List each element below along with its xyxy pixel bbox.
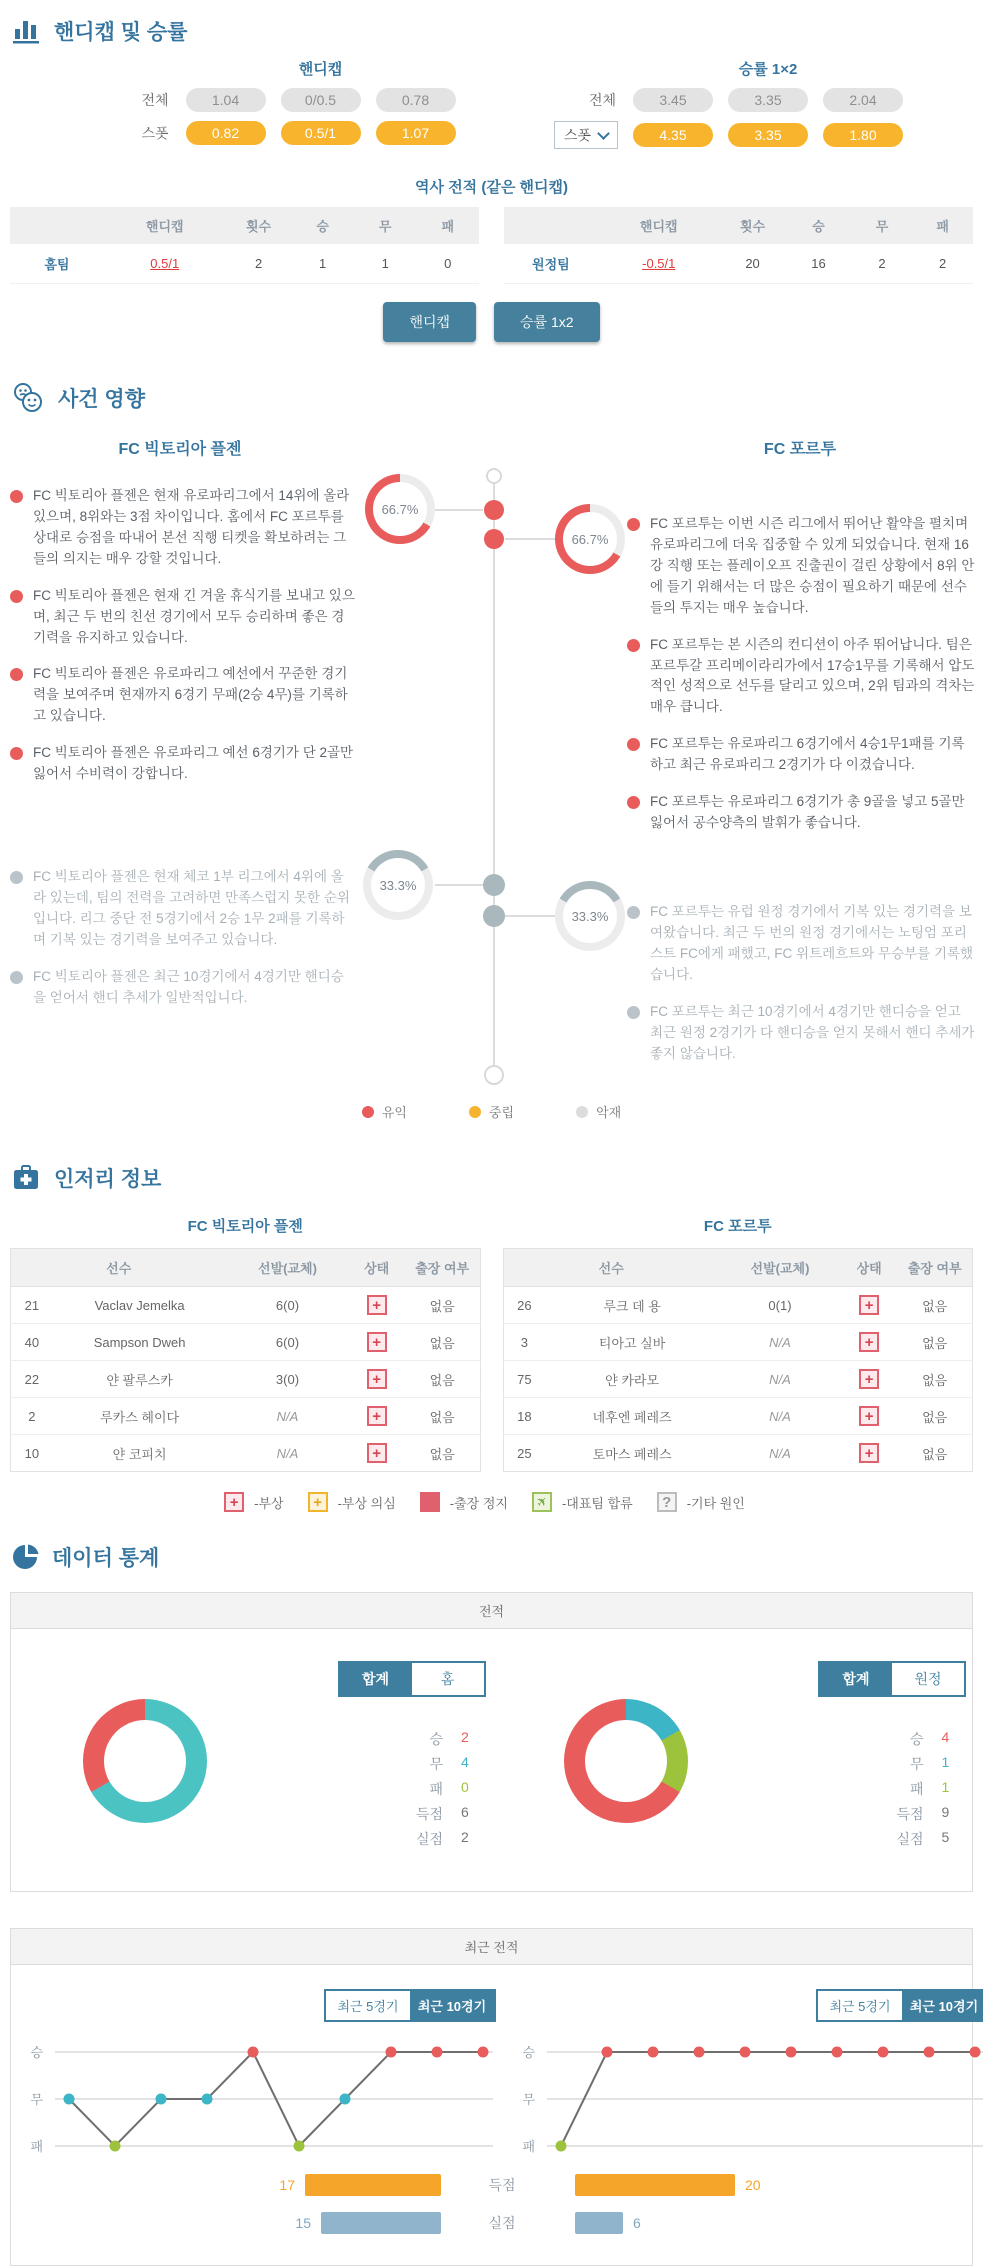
stat-value: 0 xyxy=(416,244,479,284)
home-recent-half xyxy=(11,1965,502,2025)
winrate-all-row xyxy=(492,88,983,112)
home-team-name: FC 빅토리아 플젠 xyxy=(0,436,360,459)
table-row xyxy=(10,244,479,284)
goals-label: 득점 xyxy=(452,2175,552,2195)
column-header: 핸디캡 xyxy=(598,207,720,244)
home-bad-gauge xyxy=(363,850,433,920)
legend-good: 유익 xyxy=(362,1102,407,1121)
away-bad-marker xyxy=(483,905,505,927)
injury-icon: + xyxy=(224,1492,244,1512)
odds-value: 0.78 xyxy=(376,88,456,112)
stat-value: 2 xyxy=(852,244,913,284)
odds-buttons xyxy=(0,302,983,342)
history-title: 역사 전적 (같은 핸디캡) xyxy=(0,176,983,197)
odds-value: 3.35 xyxy=(728,123,808,147)
away-good-gauge xyxy=(555,504,625,574)
winrate-odds-block xyxy=(492,56,983,158)
all-label: 전체 xyxy=(589,90,616,110)
gauge-value: 66.7% xyxy=(572,532,609,547)
stat-value: 2 xyxy=(226,244,292,284)
home-history-table xyxy=(10,207,479,284)
table-row: 21 Vaclav Jemelka 6(0) + 없음 xyxy=(11,1287,481,1324)
column-header: 무 xyxy=(852,207,913,244)
home-good-points xyxy=(10,486,356,801)
column-header: 패 xyxy=(416,207,479,244)
bad-dot-icon xyxy=(576,1106,588,1118)
other-reason-icon: ? xyxy=(657,1492,677,1512)
legend-neutral: 중립 xyxy=(469,1102,514,1121)
national-team-icon: ✈ xyxy=(532,1492,552,1512)
handicap-link[interactable]: 0.5/1 xyxy=(150,256,179,271)
good-bullet-icon xyxy=(10,490,23,503)
odds-value: 3.35 xyxy=(728,88,808,112)
svg-text:승: 승 xyxy=(30,2045,43,2060)
list-item: FC 빅토리아 플젠은 최근 10경기에서 4경기만 핸디승을 얻어서 핸디 추세가 일반적입니다. xyxy=(10,967,356,1009)
column-header: 패 xyxy=(912,207,973,244)
column-header: 상태 xyxy=(349,1249,405,1287)
good-bullet-icon xyxy=(10,747,23,760)
home-form-chart xyxy=(11,2027,502,2177)
home-goals-value: 17 xyxy=(279,2177,295,2193)
away-history-table xyxy=(504,207,973,284)
odds-value: 4.35 xyxy=(633,123,713,147)
handicap-all-row xyxy=(0,88,492,112)
home-bad-points xyxy=(10,867,356,1025)
handicap-odds-block xyxy=(0,56,492,158)
handicap-tab-button[interactable]: 핸디캡 xyxy=(383,302,476,342)
home-record-toggle xyxy=(338,1661,486,1697)
away-conceded-value: 6 xyxy=(633,2215,641,2231)
toggle-last5[interactable]: 최근 5경기 xyxy=(818,1991,902,2020)
away-form-chart xyxy=(503,2027,983,2177)
good-bullet-icon xyxy=(627,796,640,809)
table-row: 18 네후엔 페레즈 N/A + 없음 xyxy=(503,1398,973,1435)
all-label: 전체 xyxy=(141,90,168,110)
legend-bad: 악재 xyxy=(576,1102,621,1121)
svg-text:무: 무 xyxy=(522,2092,535,2107)
odds-value: 1.07 xyxy=(376,121,456,145)
record-panel xyxy=(10,1592,973,1892)
away-conceded-bar xyxy=(575,2212,623,2234)
home-bad-marker xyxy=(483,874,505,896)
away-good-marker xyxy=(484,529,504,549)
spot-label: 스폿 xyxy=(141,123,168,143)
table-row: 40 Sampson Dweh 6(0) + 없음 xyxy=(11,1324,481,1361)
column-header xyxy=(504,207,598,244)
home-record-donut xyxy=(83,1699,207,1823)
odds-value: 1.80 xyxy=(823,123,903,147)
home-injury-column xyxy=(10,1207,481,1472)
conceded-label: 실점 xyxy=(452,2213,552,2233)
svg-text:패: 패 xyxy=(522,2139,535,2154)
odds-value: 0.82 xyxy=(186,121,266,145)
injury-section-header xyxy=(0,1147,983,1203)
toggle-last10[interactable]: 최근 10경기 xyxy=(902,1991,983,2020)
odds-value: 1.04 xyxy=(186,88,266,112)
impact-title: 사건 영향 xyxy=(58,383,145,413)
toggle-total[interactable]: 합계 xyxy=(340,1663,412,1695)
impact-body xyxy=(0,424,983,1096)
injury-icon: + xyxy=(367,1332,387,1352)
list-item: FC 빅토리아 플젠은 현재 체코 1부 리그에서 4위에 올라 있는데, 팀의 전력을 고려하면 만족스럽지 못한 순위입니다. 리그 중단 전 5경기에서 2승 1무 2패를 기록하며 기복 있는 경기력을 보여주고 있습니다. xyxy=(10,867,356,951)
suspension-icon xyxy=(420,1492,440,1512)
list-item: FC 포르투는 유럽 원정 경기에서 기복 있는 경기력을 보여왔습니다. 최근 두 번의 원정 경기에서는 노팅엄 포리스트 FC에게 패했고, FC 위트레흐트와 무승부를 기록했습니다. xyxy=(627,902,975,986)
away-injury-table xyxy=(503,1248,974,1472)
good-bullet-icon xyxy=(627,518,640,531)
toggle-home[interactable]: 홈 xyxy=(412,1663,484,1695)
column-header: 선발(교체) xyxy=(719,1249,841,1287)
away-record-donut xyxy=(564,1699,688,1823)
stat-value: 16 xyxy=(785,244,851,284)
faces-icon xyxy=(12,382,46,414)
winrate-odds-title: 승률 1×2 xyxy=(633,58,903,79)
away-recent-toggle xyxy=(816,1989,983,2022)
home-good-gauge xyxy=(365,474,435,544)
list-item: FC 포르투는 이번 시즌 리그에서 뛰어난 활약을 펼치며 유로파리그에 더욱 집중할 수 있게 되었습니다. 현재 16강 직행 또는 플레이오프 진출권이 걸린 상황에서 8위 안에 들기 위해서는 더 많은 승점이 필요하기 때문에 선수들의 투지는 매우 높습니다. xyxy=(627,514,975,619)
gauge-value: 66.7% xyxy=(382,502,419,517)
away-good-points xyxy=(627,514,975,850)
table-row: 25 토마스 페레스 N/A + 없음 xyxy=(503,1435,973,1472)
table-row: 22 얀 팔루스카 3(0) + 없음 xyxy=(11,1361,481,1398)
injury-icon: + xyxy=(367,1295,387,1315)
odds-value: 3.45 xyxy=(633,88,713,112)
injury-legend: + -부상 + -부상 의심 -출장 정지 ✈ -대표팀 합류 ? -기타 원인 xyxy=(0,1492,983,1512)
toggle-total[interactable]: 합계 xyxy=(820,1663,892,1695)
odds-section-header xyxy=(0,0,983,56)
away-team-name: FC 포르투 xyxy=(620,436,980,459)
table-row: 2 루카스 헤이다 N/A + 없음 xyxy=(11,1398,481,1435)
injury-columns xyxy=(0,1203,983,1472)
team-label: 원정팀 xyxy=(504,244,598,284)
table-row: 10 얀 코피치 N/A + 없음 xyxy=(11,1435,481,1472)
stat-value: 1 xyxy=(354,244,417,284)
away-recent-half xyxy=(503,1965,983,2025)
stat-value: 1 xyxy=(291,244,354,284)
goals-bar-row xyxy=(11,2173,972,2197)
impact-legend xyxy=(0,1102,983,1121)
away-record-stats: 승 4 무 1 패 1 득점 9 실점 5 xyxy=(880,1729,950,1854)
table-row: 3 티아고 실바 N/A + 없음 xyxy=(503,1324,973,1361)
recent-panel-title: 최근 전적 xyxy=(11,1929,972,1965)
bar-chart-icon xyxy=(12,17,42,45)
svg-text:승: 승 xyxy=(522,2045,535,2060)
column-header: 횟수 xyxy=(720,207,786,244)
odds-value: 0.5/1 xyxy=(281,121,361,145)
good-bullet-icon xyxy=(627,738,640,751)
away-injury-column xyxy=(503,1207,974,1472)
spot-dropdown[interactable] xyxy=(554,121,618,149)
column-header: 선수 xyxy=(503,1249,719,1287)
winrate-tab-button[interactable]: 승률 1x2 xyxy=(494,302,600,342)
record-panel-title: 전적 xyxy=(11,1593,972,1629)
injury-doubt-icon: + xyxy=(308,1492,328,1512)
handicap-odds-title: 핸디캡 xyxy=(186,58,456,79)
injury-icon: + xyxy=(859,1369,879,1389)
first-aid-kit-icon xyxy=(12,1164,42,1192)
home-good-marker xyxy=(484,500,504,520)
stat-value: 20 xyxy=(720,244,786,284)
table-row xyxy=(504,244,973,284)
history-tables xyxy=(0,207,983,284)
gauge-value: 33.3% xyxy=(572,909,609,924)
good-dot-icon xyxy=(362,1106,374,1118)
list-item: FC 빅토리아 플젠은 현재 유로파리그에서 14위에 올라 있으며, 8위와는 3점 차이입니다. 홈에서 FC 포르투를 상대로 승점을 따내어 본선 직행 티켓을 확보하려는 그들의 의지는 매우 강할 것입니다. xyxy=(10,486,356,570)
list-item: FC 빅토리아 플젠은 유로파리그 예선에서 꾸준한 경기력을 보여주며 현재까지 6경기 무패(2승 4무)를 기록하고 있습니다. xyxy=(10,664,356,727)
home-injury-table xyxy=(10,1248,481,1472)
injury-icon: + xyxy=(859,1332,879,1352)
svg-text:패: 패 xyxy=(30,2139,43,2154)
column-header: 선발(교체) xyxy=(226,1249,348,1287)
table-row: 75 얀 카라모 N/A + 없음 xyxy=(503,1361,973,1398)
odds-area xyxy=(0,56,983,158)
column-header: 핸디캡 xyxy=(104,207,226,244)
column-header: 승 xyxy=(291,207,354,244)
column-header: 무 xyxy=(354,207,417,244)
stats-title: 데이터 통계 xyxy=(52,1542,159,1572)
home-team-name: FC 빅토리아 플젠 xyxy=(10,1215,481,1236)
svg-text:무: 무 xyxy=(30,2092,43,2107)
good-bullet-icon xyxy=(10,668,23,681)
spot-dropdown-label: 스폿 xyxy=(564,125,591,145)
stat-value: 2 xyxy=(912,244,973,284)
away-record-half xyxy=(492,1643,973,1873)
list-item: FC 포르투는 최근 10경기에서 4경기만 핸디승을 얻고 최근 원정 2경기가 다 핸디승을 얻지 못해서 핸디 추세가 좋지 않습니다. xyxy=(627,1002,975,1065)
toggle-last10[interactable]: 최근 10경기 xyxy=(410,1991,494,2020)
chevron-down-icon xyxy=(597,127,610,140)
injury-icon: + xyxy=(859,1295,879,1315)
column-header: 승 xyxy=(785,207,851,244)
injury-icon: + xyxy=(859,1443,879,1463)
stats-section-header xyxy=(0,1526,983,1582)
away-record-toggle xyxy=(818,1661,966,1697)
bad-bullet-icon xyxy=(627,1006,640,1019)
column-header: 선수 xyxy=(11,1249,227,1287)
good-bullet-icon xyxy=(10,590,23,603)
home-record-stats: 승 2 무 4 패 0 득점 6 실점 2 xyxy=(399,1729,469,1854)
team-label: 홈팀 xyxy=(10,244,104,284)
table-row: 26 루크 데 용 0(1) + 없음 xyxy=(503,1287,973,1324)
recent-panel xyxy=(10,1928,973,2266)
list-item: FC 빅토리아 플젠은 현재 긴 겨울 휴식기를 보내고 있으며, 최근 두 번의 친선 경기에서 모두 승리하며 좋은 경기력을 유지하고 있습니다. xyxy=(10,586,356,649)
injury-icon: + xyxy=(367,1406,387,1426)
away-bad-gauge xyxy=(555,881,625,951)
home-conceded-bar xyxy=(321,2212,441,2234)
page-title: 핸디캡 및 승률 xyxy=(54,16,187,46)
column-header: 횟수 xyxy=(226,207,292,244)
bad-bullet-icon xyxy=(627,906,640,919)
bad-bullet-icon xyxy=(10,971,23,984)
handicap-spot-row xyxy=(0,121,492,145)
winrate-spot-row xyxy=(492,121,983,149)
bad-bullet-icon xyxy=(10,871,23,884)
odds-value: 0/0.5 xyxy=(281,88,361,112)
handicap-link[interactable]: -0.5/1 xyxy=(642,256,675,271)
injury-icon: + xyxy=(367,1443,387,1463)
odds-value: 2.04 xyxy=(823,88,903,112)
away-team-name: FC 포르투 xyxy=(503,1215,974,1236)
neutral-dot-icon xyxy=(469,1106,481,1118)
home-conceded-value: 15 xyxy=(295,2215,311,2231)
home-recent-toggle xyxy=(324,1989,496,2022)
good-bullet-icon xyxy=(627,639,640,652)
column-header: 상태 xyxy=(841,1249,897,1287)
list-item: FC 포르투는 본 시즌의 컨디션이 아주 뛰어납니다. 팀은 포르투갈 프리메이라리가에서 17승1무를 기록해서 압도적인 성적으로 선두를 달리고 있으며, 2위 팀과의 격차는 매우 큽니다. xyxy=(627,635,975,719)
injury-icon: + xyxy=(859,1406,879,1426)
toggle-away[interactable]: 원정 xyxy=(892,1663,964,1695)
column-header xyxy=(10,207,104,244)
home-goals-bar xyxy=(305,2174,441,2196)
away-bad-points xyxy=(627,902,975,1080)
away-goals-value: 20 xyxy=(745,2177,761,2193)
impact-section-header xyxy=(0,366,983,424)
gauge-value: 33.3% xyxy=(380,878,417,893)
injury-title: 인저리 정보 xyxy=(54,1163,161,1193)
list-item: FC 포르투는 유로파리그 6경기에서 4승1무1패를 기록하고 최근 유로파리그 2경기가 다 이겼습니다. xyxy=(627,734,975,776)
list-item: FC 빅토리아 플젠은 유로파리그 예선 6경기가 단 2골만 잃어서 수비력이 강합니다. xyxy=(10,743,356,785)
away-goals-bar xyxy=(575,2174,735,2196)
list-item: FC 포르투는 유로파리그 6경기가 총 9골을 넣고 5골만 잃어서 공수양측의 발휘가 좋습니다. xyxy=(627,792,975,834)
injury-icon: + xyxy=(367,1369,387,1389)
toggle-last5[interactable]: 최근 5경기 xyxy=(326,1991,410,2020)
column-header: 출장 여부 xyxy=(405,1249,480,1287)
home-record-half xyxy=(11,1643,492,1873)
conceded-bar-row xyxy=(11,2211,972,2235)
column-header: 출장 여부 xyxy=(897,1249,972,1287)
pie-chart-icon xyxy=(12,1543,40,1571)
